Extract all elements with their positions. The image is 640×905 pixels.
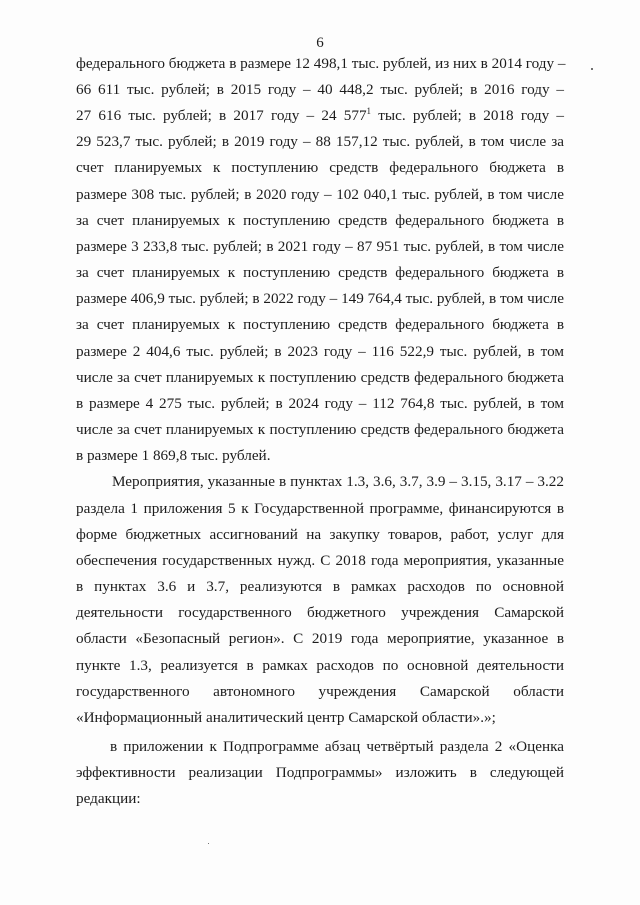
text-line: 29 523,7 тыс. рублей; в 2019 году – 88 157,12 тыс. рублей, в том числе за [76,133,564,150]
text-line: государственного автономного учреждения Самарской области [76,683,564,700]
text-line: за счет планируемых к поступлению средств федерального бюджета в [76,212,564,229]
footnote-marker: 1 [366,106,372,116]
scan-speck [591,68,593,70]
text-line: за счет планируемых к поступлению средств федерального бюджета в [76,264,564,281]
text-line: числе за счет планируемых к поступлению средств федерального бюджета [76,369,564,386]
scan-speck [208,843,209,844]
text-line-with-footnote [76,107,564,125]
text-line: 66 611 тыс. рублей; в 2015 году – 40 448,2 тыс. рублей; в 2016 году – [76,81,564,98]
text-line: деятельности государственного бюджетного учреждения Самарской [76,604,564,621]
text-line: в размере 1 869,8 тыс. рублей. [76,447,271,464]
text-line: размере 308 тыс. рублей; в 2020 году – 102 040,1 тыс. рублей, в том числе [76,186,564,203]
text-line: федерального бюджета в размере 12 498,1 тыс. рублей, из них в 2014 году – [76,55,566,72]
text-line: размере 3 233,8 тыс. рублей; в 2021 году – 87 951 тыс. рублей, в том числе [76,238,564,255]
text-line: эффективности реализации Подпрограммы» изложить в следующей [76,764,564,781]
text-line: в размере 4 275 тыс. рублей; в 2024 году – 112 764,8 тыс. рублей, в том [76,395,564,412]
page-number: 6 [316,35,324,51]
text-line: в пунктах 3.6 и 3.7, реализуются в рамках расходов по основной [76,578,564,595]
text-fragment: тыс. рублей; в 2018 году – [371,107,564,124]
text-line: числе за счет планируемых к поступлению средств федерального бюджета [76,421,564,438]
text-line: области «Безопасный регион». С 2019 года мероприятие, указанное в [76,630,564,647]
text-line: размере 2 404,6 тыс. рублей; в 2023 году – 116 522,9 тыс. рублей, в том [76,343,564,360]
text-line: форме бюджетных ассигнований на закупку товаров, работ, услуг для [76,526,564,543]
text-line: в приложении к Подпрограмме абзац четвёртый раздела 2 «Оценка [110,738,564,755]
text-line: «Информационный аналитический центр Самарской области».»; [76,709,496,726]
text-line: обеспечения государственных нужд. С 2018 года мероприятия, указанные [76,552,564,569]
text-line: раздела 1 приложения 5 к Государственной программе, финансируются в [76,500,564,517]
text-line: размере 406,9 тыс. рублей; в 2022 году – 149 764,4 тыс. рублей, в том числе [76,290,564,307]
text-line: редакции: [76,790,141,807]
text-fragment: 27 616 тыс. рублей; в 2017 году – 24 577 [76,107,367,124]
text-line: счет планируемых к поступлению средств федерального бюджета в [76,159,564,176]
text-line: Мероприятия, указанные в пунктах 1.3, 3.6, 3.7, 3.9 – 3.15, 3.17 – 3.22 [112,473,564,490]
text-line: пункте 1.3, реализуется в рамках расходов по основной деятельности [76,657,564,674]
text-line: за счет планируемых к поступлению средств федерального бюджета в [76,316,564,333]
